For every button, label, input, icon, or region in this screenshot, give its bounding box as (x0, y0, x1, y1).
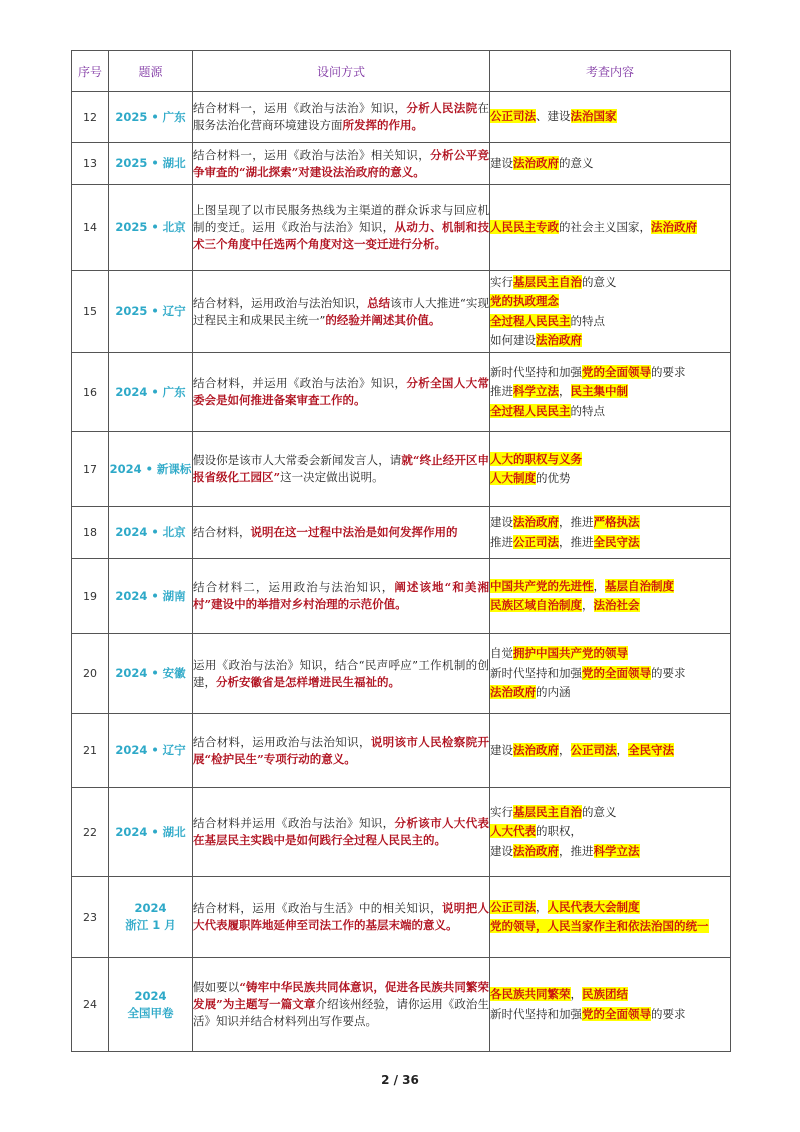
row-question: 结合材料一，运用《政治与法治》相关知识，分析公平竞争审查的“湖北探索”对建设法治政府的意义。 (193, 143, 490, 185)
header-num: 序号 (72, 51, 109, 92)
table-row (72, 788, 731, 877)
table-row (72, 634, 731, 714)
row-question: 结合材料，运用政治与法治知识，说明该市人民检察院开展“检护民生”专项行动的意义。 (193, 714, 490, 788)
header-row (72, 51, 731, 92)
row-source: 2024 全国甲卷 (109, 958, 193, 1052)
row-source: 2024 • 湖南 (109, 559, 193, 634)
row-content: 实行基层民主自治的意义 党的执政理念 全过程人民民主的特点 如何建设法治政府 (490, 271, 731, 353)
row-question: 假如要以“铸牢中华民族共同体意识，促进各民族共同繁荣发展”为主题写一篇文章介绍该州经验，请你运用《政治生活》知识并结合材料列出写作要点。 (193, 958, 490, 1052)
row-source: 2024 • 湖北 (109, 788, 193, 877)
row-num: 18 (72, 507, 109, 559)
row-source: 2024 • 广东 (109, 353, 193, 432)
row-question: 上图呈现了以市民服务热线为主渠道的群众诉求与回应机制的变迁。运用《政治与法治》知识，从动力、机制和技术三个角度中任选两个角度对这一变迁进行分析。 (193, 185, 490, 271)
row-content: 人民民主专政的社会主义国家，法治政府 (490, 185, 731, 271)
table-row (72, 507, 731, 559)
row-num: 20 (72, 634, 109, 714)
row-num: 24 (72, 958, 109, 1052)
row-question: 结合材料二，运用政治与法治知识，阐述该地“和美湘村”建设中的举措对乡村治理的示范价值。 (193, 559, 490, 634)
row-question: 结合材料，运用《政治与生活》中的相关知识，说明把人大代表履职阵地延伸至司法工作的基层末端的意义。 (193, 877, 490, 958)
table-row (72, 877, 731, 958)
row-num: 14 (72, 185, 109, 271)
row-content: 新时代坚持和加强党的全面领导的要求 推进科学立法，民主集中制 全过程人民民主的特点 (490, 353, 731, 432)
row-content: 中国共产党的先进性，基层自治制度 民族区域自治制度，法治社会 (490, 559, 731, 634)
row-content: 实行基层民主自治的意义 人大代表的职权， 建设法治政府，推进科学立法 (490, 788, 731, 877)
row-source: 2025 • 湖北 (109, 143, 193, 185)
row-content: 公正司法、建设法治国家 (490, 92, 731, 143)
row-source: 2024 浙江 1 月 (109, 877, 193, 958)
row-question: 结合材料并运用《政治与法治》知识，分析该市人大代表在基层民主实践中是如何践行全过程人民民主的。 (193, 788, 490, 877)
row-source: 2025 • 辽宁 (109, 271, 193, 353)
row-question: 运用《政治与法治》知识，结合“民声呼应”工作机制的创建，分析安徽省是怎样增进民生福祉的。 (193, 634, 490, 714)
header-source: 题源 (109, 51, 193, 92)
row-num: 17 (72, 432, 109, 507)
table-row (72, 958, 731, 1052)
table-row (72, 185, 731, 271)
header-content: 考查内容 (490, 51, 731, 92)
row-content: 人大的职权与义务 人大制度的优势 (490, 432, 731, 507)
question-table (71, 50, 731, 1052)
row-content: 建设法治政府的意义 (490, 143, 731, 185)
table-row (72, 271, 731, 353)
row-num: 13 (72, 143, 109, 185)
row-num: 15 (72, 271, 109, 353)
row-num: 12 (72, 92, 109, 143)
row-question: 结合材料一，运用《政治与法治》知识，分析人民法院在服务法治化营商环境建设方面所发挥的作用。 (193, 92, 490, 143)
row-source: 2025 • 广东 (109, 92, 193, 143)
row-content: 建设法治政府，推进严格执法 推进公正司法，推进全民守法 (490, 507, 731, 559)
table-row (72, 432, 731, 507)
row-num: 16 (72, 353, 109, 432)
table-row (72, 559, 731, 634)
row-question: 假设你是该市人大常委会新闻发言人，请就“终止经开区申报省级化工园区”这一决定做出说明。 (193, 432, 490, 507)
row-content: 自觉拥护中国共产党的领导 新时代坚持和加强党的全面领导的要求 法治政府的内涵 (490, 634, 731, 714)
row-question: 结合材料，说明在这一过程中法治是如何发挥作用的 (193, 507, 490, 559)
row-source: 2024 • 辽宁 (109, 714, 193, 788)
row-num: 22 (72, 788, 109, 877)
row-question: 结合材料，运用政治与法治知识，总结该市人大推进“实现过程民主和成果民主统一”的经验并阐述其价值。 (193, 271, 490, 353)
row-source: 2024 • 安徽 (109, 634, 193, 714)
row-content: 建设法治政府，公正司法，全民守法 (490, 714, 731, 788)
row-source: 2024 • 新课标 (109, 432, 193, 507)
row-source: 2024 • 北京 (109, 507, 193, 559)
row-num: 19 (72, 559, 109, 634)
row-content: 各民族共同繁荣，民族团结 新时代坚持和加强党的全面领导的要求 (490, 958, 731, 1052)
header-question: 设问方式 (193, 51, 490, 92)
row-content: 公正司法，人民代表大会制度 党的领导，人民当家作主和依法治国的统一 (490, 877, 731, 958)
row-source: 2025 • 北京 (109, 185, 193, 271)
table-row (72, 714, 731, 788)
page-number: 2 / 36 (381, 1073, 419, 1087)
table-row (72, 92, 731, 143)
row-num: 21 (72, 714, 109, 788)
table-row (72, 143, 731, 185)
row-num: 23 (72, 877, 109, 958)
row-question: 结合材料，并运用《政治与法治》知识，分析全国人大常委会是如何推进备案审查工作的。 (193, 353, 490, 432)
table-row (72, 353, 731, 432)
